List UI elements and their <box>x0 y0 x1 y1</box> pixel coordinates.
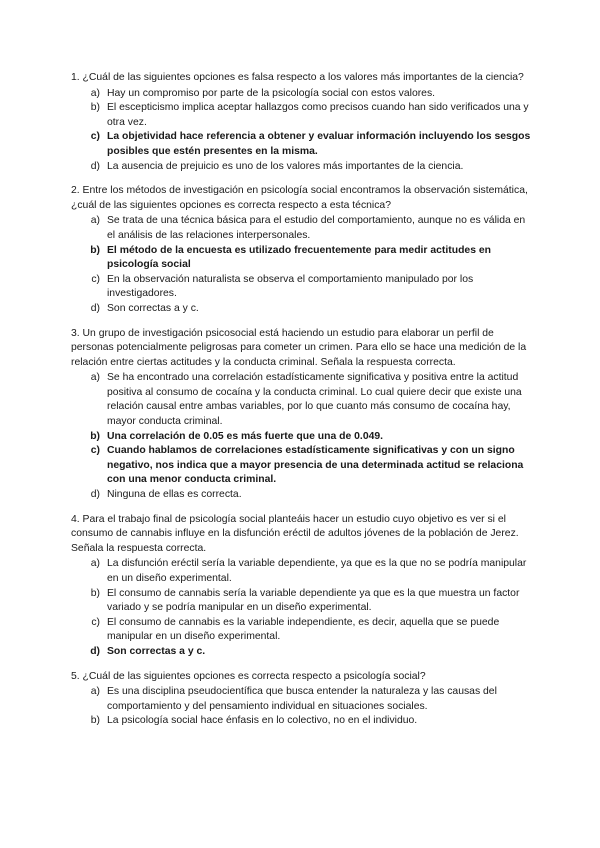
option-text: Hay un compromiso por parte de la psicología social con estos valores. <box>107 87 436 99</box>
option-label: a) <box>90 215 100 227</box>
option-b <box>71 430 531 445</box>
option-text: Son correctas a y c. <box>107 645 206 657</box>
option-label: d) <box>90 489 100 501</box>
option-c <box>71 273 531 302</box>
option-text: En la observación naturalista se observa el comportamiento manipulado por los investigadores. <box>107 273 474 300</box>
option-text: Son correctas a y c. <box>107 302 199 314</box>
question-2 <box>71 184 531 316</box>
option-text: Es una disciplina pseudocientífica que busca entender la naturaleza y las causas del comportamiento y del pensamiento individual en situaciones sociales. <box>107 686 497 712</box>
option-text: El consumo de cannabis es la variable independiente, es decir, aquella que se puede manipular en un diseño experimental. <box>107 616 500 643</box>
option-text: El consumo de cannabis sería la variable dependiente ya que es la que muestra un factor variado y se podría manipular en un diseño experimental. <box>107 587 520 614</box>
option-label: b) <box>90 715 100 727</box>
option-text: La disfunción eréctil sería la variable dependiente, ya que es la que no se podría manipular en un diseño experimental. <box>107 558 527 584</box>
option-text: Una correlación de 0.05 es más fuerte que una de 0.049. <box>107 430 384 442</box>
option-text: La psicología social hace énfasis en lo colectivo, no en el individuo. <box>107 715 418 727</box>
question-4 <box>71 513 531 660</box>
option-label: b) <box>90 244 100 256</box>
question-stem: 1. ¿Cuál de las siguientes opciones es falsa respecto a los valores más importantes de la ciencia? <box>71 72 524 83</box>
option-label: a) <box>90 372 100 384</box>
option-a <box>71 371 531 429</box>
option-text: El escepticismo implica aceptar hallazgos como precisos cuando han sido verificados una y otra vez. <box>107 102 529 128</box>
option-a <box>71 214 531 243</box>
question-1 <box>71 71 531 174</box>
option-c <box>71 444 531 488</box>
option-label: b) <box>90 102 100 114</box>
option-label: a) <box>90 87 100 99</box>
option-b <box>71 244 531 273</box>
option-c <box>71 130 531 159</box>
option-a <box>71 557 531 586</box>
question-stem: 2. Entre los métodos de investigación en psicología social encontramos la observación sistemática, ¿cuál de las siguientes opciones es correcta respecto a esta técnica? <box>71 185 528 211</box>
option-text: Se trata de una técnica básica para el estudio del comportamiento, aunque no es válida en el análisis de las relaciones interpersonales. <box>107 215 526 241</box>
option-label: b) <box>90 430 100 442</box>
option-d <box>71 488 531 503</box>
question-stem: 4. Para el trabajo final de psicología social planteáis hacer un estudio cuyo objetivo es ver si el consumo de cannabis influye en la disfunción eréctil de adultos jóvenes de la población de Jerez. Señala la respuesta correcta. <box>71 513 519 554</box>
option-label: c) <box>90 131 100 143</box>
document-page <box>71 71 531 739</box>
option-label: a) <box>90 686 100 698</box>
option-d <box>71 302 531 317</box>
option-label: c) <box>91 273 100 285</box>
option-text: La ausencia de prejuicio es uno de los valores más importantes de la ciencia. <box>107 160 464 172</box>
option-label: b) <box>90 587 100 599</box>
option-b <box>71 714 531 729</box>
question-5 <box>71 670 531 729</box>
option-b <box>71 101 531 130</box>
option-text: Ninguna de ellas es correcta. <box>107 489 242 501</box>
option-text: Se ha encontrado una correlación estadísticamente significativa y positiva entre la actitud positiva al consumo de cocaína y la conducta criminal. Lo cual quiere decir que existe una relación causal entre ambas variables, por lo que cuanto más consumo de cocaína hay, mayor conducta criminal. <box>107 372 522 428</box>
question-3 <box>71 327 531 503</box>
option-text: La objetividad hace referencia a obtener y evaluar información incluyendo los sesgos posibles que estén presentes en la misma. <box>107 131 531 157</box>
option-label: d) <box>90 160 100 172</box>
option-text: El método de la encuesta es utilizado frecuentemente para medir actitudes en psicología social <box>107 244 491 271</box>
question-stem: 5. ¿Cuál de las siguientes opciones es correcta respecto a psicología social? <box>71 670 426 682</box>
option-label: c) <box>90 445 100 457</box>
option-a <box>71 87 531 102</box>
option-label: d) <box>90 645 100 657</box>
option-b <box>71 587 531 616</box>
option-label: c) <box>91 616 100 628</box>
option-label: d) <box>90 302 100 314</box>
option-c <box>71 616 531 645</box>
option-d <box>71 160 531 175</box>
question-stem: 3. Un grupo de investigación psicosocial está haciendo un estudio para elaborar un perfil de personas potencialmente peligrosas para cometer un crimen. Para ello se hace una medición de la relación entre ciertas actitudes y la conducta criminal. Señala la respuesta correcta. <box>71 327 527 368</box>
option-d <box>71 645 531 660</box>
option-a <box>71 685 531 714</box>
option-label: a) <box>90 558 100 570</box>
option-text: Cuando hablamos de correlaciones estadísticamente significativas y con un signo negativo, nos indica que a mayor presencia de una determinada actitud se relaciona con una menor conducta criminal. <box>107 445 524 486</box>
